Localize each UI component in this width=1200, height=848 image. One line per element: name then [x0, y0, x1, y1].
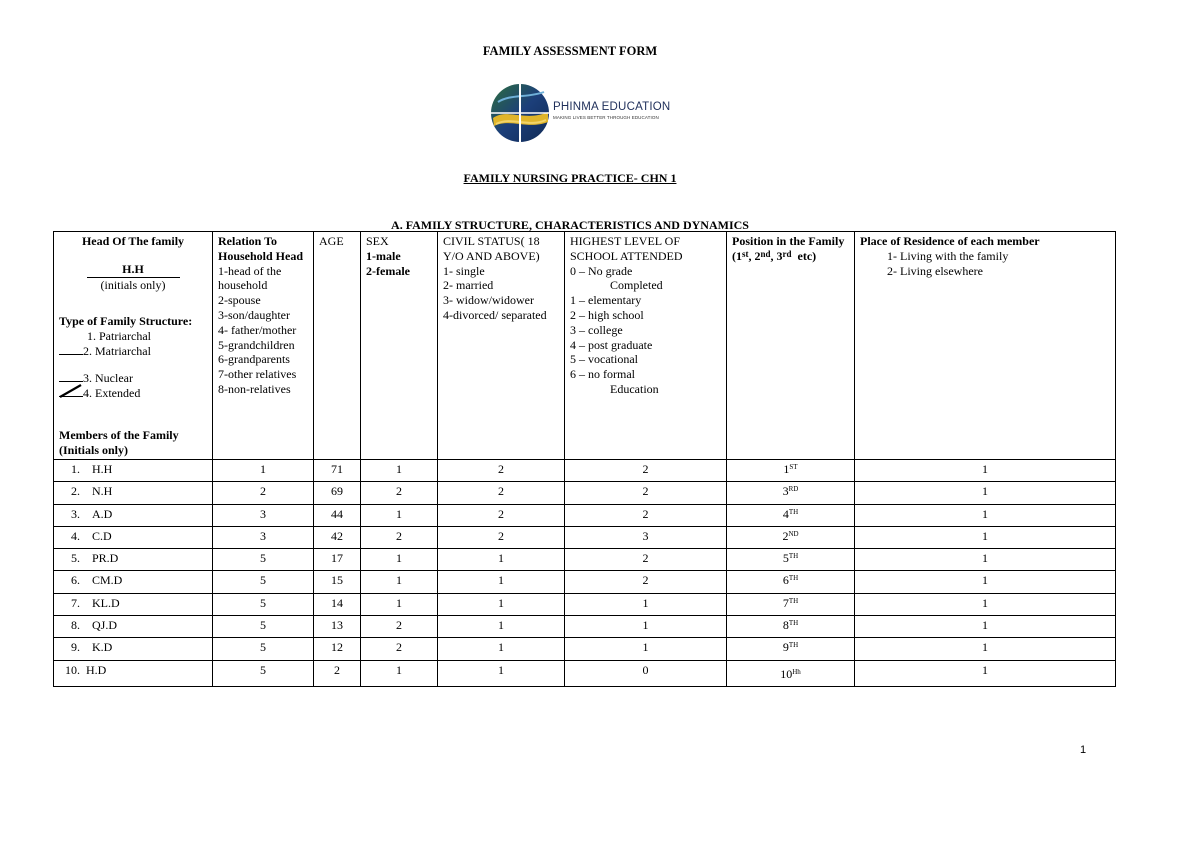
member-sex-cell: 2: [361, 526, 438, 548]
education-option: 3 – college: [570, 322, 623, 337]
member-residence-cell: 1: [855, 482, 1116, 504]
member-residence-cell: 1: [855, 660, 1116, 686]
member-index: 5.: [71, 551, 80, 566]
member-initials-cell: [54, 571, 213, 593]
civil-status-option: 4-divorced/ separated: [443, 307, 547, 322]
member-position-suffix: TH: [788, 574, 799, 583]
member-residence-cell: 1: [855, 460, 1116, 482]
member-relation-cell: 5: [213, 616, 314, 638]
member-initials-cell: [54, 593, 213, 615]
member-initials: PR.D: [92, 551, 119, 566]
sex-label: SEX: [366, 234, 389, 248]
checkmark-icon: [59, 383, 83, 399]
members-note: (Initials only): [59, 443, 129, 458]
member-index: 9.: [71, 640, 80, 655]
member-position-suffix: TH: [788, 507, 799, 516]
member-residence-cell: 1: [855, 504, 1116, 526]
civil-status-label: CIVIL STATUS( 18 Y/O AND ABOVE): [443, 234, 540, 263]
education-header-cell: [565, 232, 727, 460]
members-label: Members of the Family: [59, 428, 179, 443]
age-label: AGE: [319, 234, 344, 248]
member-relation-cell: 2: [213, 482, 314, 504]
member-position-suffix: Hh: [792, 667, 801, 676]
member-initials: N.H: [92, 484, 113, 499]
member-position: 4: [782, 506, 789, 521]
structure-option-extended: 4. Extended: [59, 386, 207, 401]
member-civil-cell: 1: [438, 638, 565, 660]
member-civil-cell: 1: [438, 616, 565, 638]
member-civil-cell: 1: [438, 593, 565, 615]
member-position-cell: [727, 593, 855, 615]
member-residence-cell: 1: [855, 638, 1116, 660]
member-residence-cell: 1: [855, 549, 1116, 571]
member-relation-cell: 5: [213, 638, 314, 660]
member-sex-cell: 1: [361, 504, 438, 526]
member-position: 5: [782, 551, 789, 566]
member-initials: H.D: [86, 662, 107, 677]
table-row: [54, 571, 1116, 593]
member-index: 8.: [71, 618, 80, 633]
member-relation-cell: 3: [213, 504, 314, 526]
member-education-cell: 2: [565, 504, 727, 526]
table-header-row: [54, 232, 1116, 460]
member-sex-cell: 2: [361, 638, 438, 660]
member-index: 4.: [71, 528, 80, 543]
head-of-family-cell: [54, 232, 213, 460]
member-position: 6: [782, 573, 789, 588]
member-initials-cell: [54, 616, 213, 638]
residence-label: Place of Residence of each member: [860, 234, 1040, 248]
head-of-family-label: Head Of The family: [81, 234, 185, 248]
relation-label: Relation To Household Head: [218, 234, 304, 263]
relation-option: 3-son/daughter: [218, 307, 290, 322]
relation-option: 1-head of the household: [218, 263, 282, 293]
table-row: [54, 660, 1116, 686]
relation-option: 5-grandchildren: [218, 337, 295, 352]
member-position-suffix: TH: [788, 552, 799, 561]
logo-brand-name: PHINMA EDUCATION: [553, 101, 671, 113]
member-index: 3.: [71, 506, 80, 521]
member-position: 7: [782, 595, 789, 610]
member-civil-cell: 2: [438, 526, 565, 548]
member-age-cell: 13: [314, 616, 361, 638]
member-sex-cell: 1: [361, 549, 438, 571]
table-row: [54, 616, 1116, 638]
member-initials-cell: [54, 526, 213, 548]
member-index: 1.: [71, 462, 80, 476]
structure-option-matriarchal: 2. Matriarchal: [59, 344, 207, 359]
member-position-cell: [727, 460, 855, 482]
table-row: [54, 593, 1116, 615]
member-position: 10: [780, 666, 793, 681]
head-of-family-value: H.H: [87, 262, 180, 278]
member-age-cell: 44: [314, 504, 361, 526]
table-row: [54, 549, 1116, 571]
civil-status-option: 1- single: [443, 263, 485, 278]
member-position-suffix: TH: [788, 619, 799, 628]
member-initials: KL.D: [92, 595, 120, 610]
member-residence-cell: 1: [855, 571, 1116, 593]
member-sex-cell: 1: [361, 571, 438, 593]
member-education-cell: 2: [565, 571, 727, 593]
initials-note: (initials only): [100, 277, 166, 292]
section-title: A. FAMILY STRUCTURE, CHARACTERISTICS AND DYNAMICS: [391, 218, 749, 232]
member-position-cell: [727, 616, 855, 638]
member-initials-cell: [54, 482, 213, 504]
civil-status-option: 2- married: [443, 278, 494, 293]
relation-option: 2-spouse: [218, 293, 261, 308]
member-sex-cell: 1: [361, 593, 438, 615]
member-education-cell: 2: [565, 460, 727, 482]
member-education-cell: 1: [565, 638, 727, 660]
member-index: 7.: [71, 595, 80, 610]
member-education-cell: 0: [565, 660, 727, 686]
member-initials-cell: [54, 460, 213, 482]
member-initials-cell: [54, 638, 213, 660]
member-position: 2: [782, 528, 789, 543]
residence-option: 2- Living elsewhere: [887, 263, 983, 278]
logo-tagline: MAKING LIVES BETTER THROUGH EDUCATION: [553, 115, 659, 120]
residence-header-cell: [855, 232, 1116, 460]
member-initials-cell: [54, 549, 213, 571]
education-option: 1 – elementary: [570, 293, 642, 308]
member-initials: A.D: [92, 506, 113, 521]
member-education-cell: 3: [565, 526, 727, 548]
form-subtitle: FAMILY NURSING PRACTICE- CHN 1: [463, 171, 677, 185]
member-relation-cell: 1: [213, 460, 314, 482]
member-age-cell: 12: [314, 638, 361, 660]
member-civil-cell: 2: [438, 504, 565, 526]
member-position-suffix: RD: [788, 485, 799, 494]
form-title: FAMILY ASSESSMENT FORM: [482, 44, 658, 58]
member-initials-cell: [54, 504, 213, 526]
member-position-suffix: TH: [788, 641, 799, 650]
member-position: 1: [783, 462, 790, 476]
member-age-cell: 69: [314, 482, 361, 504]
education-option: 6 – no formal: [570, 367, 635, 382]
age-header-cell: [314, 232, 361, 460]
residence-option: 1- Living with the family: [887, 248, 1009, 263]
member-index: 2.: [71, 484, 80, 499]
table-row: [54, 638, 1116, 660]
structure-type-label: Type of Family Structure:: [59, 314, 193, 329]
position-ordinals: (1st, 2nd, 3rd etc): [732, 248, 817, 263]
member-position-cell: [727, 526, 855, 548]
member-position: 8: [782, 618, 789, 633]
member-age-cell: 2: [314, 660, 361, 686]
member-relation-cell: 3: [213, 526, 314, 548]
member-relation-cell: 5: [213, 549, 314, 571]
table-row: [54, 526, 1116, 548]
member-sex-cell: 2: [361, 482, 438, 504]
table-row: [54, 460, 1116, 482]
member-position-cell: [727, 504, 855, 526]
member-initials: K.D: [92, 640, 113, 655]
member-age-cell: 17: [314, 549, 361, 571]
family-structure-table: [53, 231, 1116, 687]
sex-option: 1-male: [366, 248, 401, 263]
structure-option-patriarchal: 1. Patriarchal: [87, 329, 151, 344]
member-civil-cell: 2: [438, 482, 565, 504]
member-sex-cell: 2: [361, 616, 438, 638]
table-row: [54, 482, 1116, 504]
sex-header-cell: [361, 232, 438, 460]
relation-option: 4- father/mother: [218, 322, 297, 337]
member-education-cell: 2: [565, 549, 727, 571]
member-position-cell: [727, 638, 855, 660]
education-option: 0 – No grade: [570, 263, 633, 278]
member-initials: QJ.D: [92, 618, 118, 633]
member-position-cell: [727, 660, 855, 686]
education-label: HIGHEST LEVEL OF SCHOOL ATTENDED: [570, 234, 683, 263]
member-civil-cell: 1: [438, 660, 565, 686]
member-initials: H.H: [92, 462, 113, 476]
page-number: 1: [1080, 744, 1087, 756]
member-age-cell: 14: [314, 593, 361, 615]
phinma-logo: [488, 82, 658, 144]
member-initials-cell: [54, 660, 213, 686]
education-option: 2 – high school: [570, 307, 644, 322]
relation-option: 8-non-relatives: [218, 381, 291, 396]
education-option: Education: [610, 381, 659, 396]
relation-header-cell: [213, 232, 314, 460]
member-age-cell: 42: [314, 526, 361, 548]
member-sex-cell: 1: [361, 660, 438, 686]
table-row: [54, 504, 1116, 526]
logo-emblem-icon: [488, 82, 552, 144]
member-index: 6.: [71, 573, 80, 588]
position-label: Position in the Family: [732, 234, 845, 248]
position-header-cell: [727, 232, 855, 460]
member-age-cell: 71: [314, 460, 361, 482]
education-option: 5 – vocational: [570, 352, 638, 367]
member-residence-cell: 1: [855, 616, 1116, 638]
member-position-cell: [727, 549, 855, 571]
member-relation-cell: 5: [213, 660, 314, 686]
member-civil-cell: 1: [438, 549, 565, 571]
member-residence-cell: 1: [855, 593, 1116, 615]
member-sex-cell: 1: [361, 460, 438, 482]
member-civil-cell: 2: [438, 460, 565, 482]
member-relation-cell: 5: [213, 593, 314, 615]
member-index: 10.: [65, 662, 80, 677]
member-position-suffix: ST: [789, 463, 798, 471]
relation-option: 7-other relatives: [218, 367, 297, 382]
structure-option-nuclear: 3. Nuclear: [59, 371, 207, 386]
member-education-cell: 1: [565, 616, 727, 638]
member-position-cell: [727, 482, 855, 504]
member-residence-cell: 1: [855, 526, 1116, 548]
member-education-cell: 1: [565, 593, 727, 615]
member-initials: CM.D: [92, 573, 123, 588]
member-position-cell: [727, 571, 855, 593]
member-position-suffix: TH: [788, 596, 799, 605]
civil-status-option: 3- widow/widower: [443, 293, 534, 308]
education-option: 4 – post graduate: [570, 337, 653, 352]
member-initials: C.D: [92, 528, 112, 543]
member-position-suffix: ND: [788, 529, 799, 538]
member-relation-cell: 5: [213, 571, 314, 593]
civil-status-header-cell: [438, 232, 565, 460]
member-position: 9: [782, 640, 789, 655]
member-civil-cell: 1: [438, 571, 565, 593]
member-position: 3: [782, 484, 789, 499]
relation-option: 6-grandparents: [218, 352, 290, 367]
member-education-cell: 2: [565, 482, 727, 504]
sex-option: 2-female: [366, 263, 410, 278]
member-age-cell: 15: [314, 571, 361, 593]
education-option: Completed: [610, 278, 663, 293]
